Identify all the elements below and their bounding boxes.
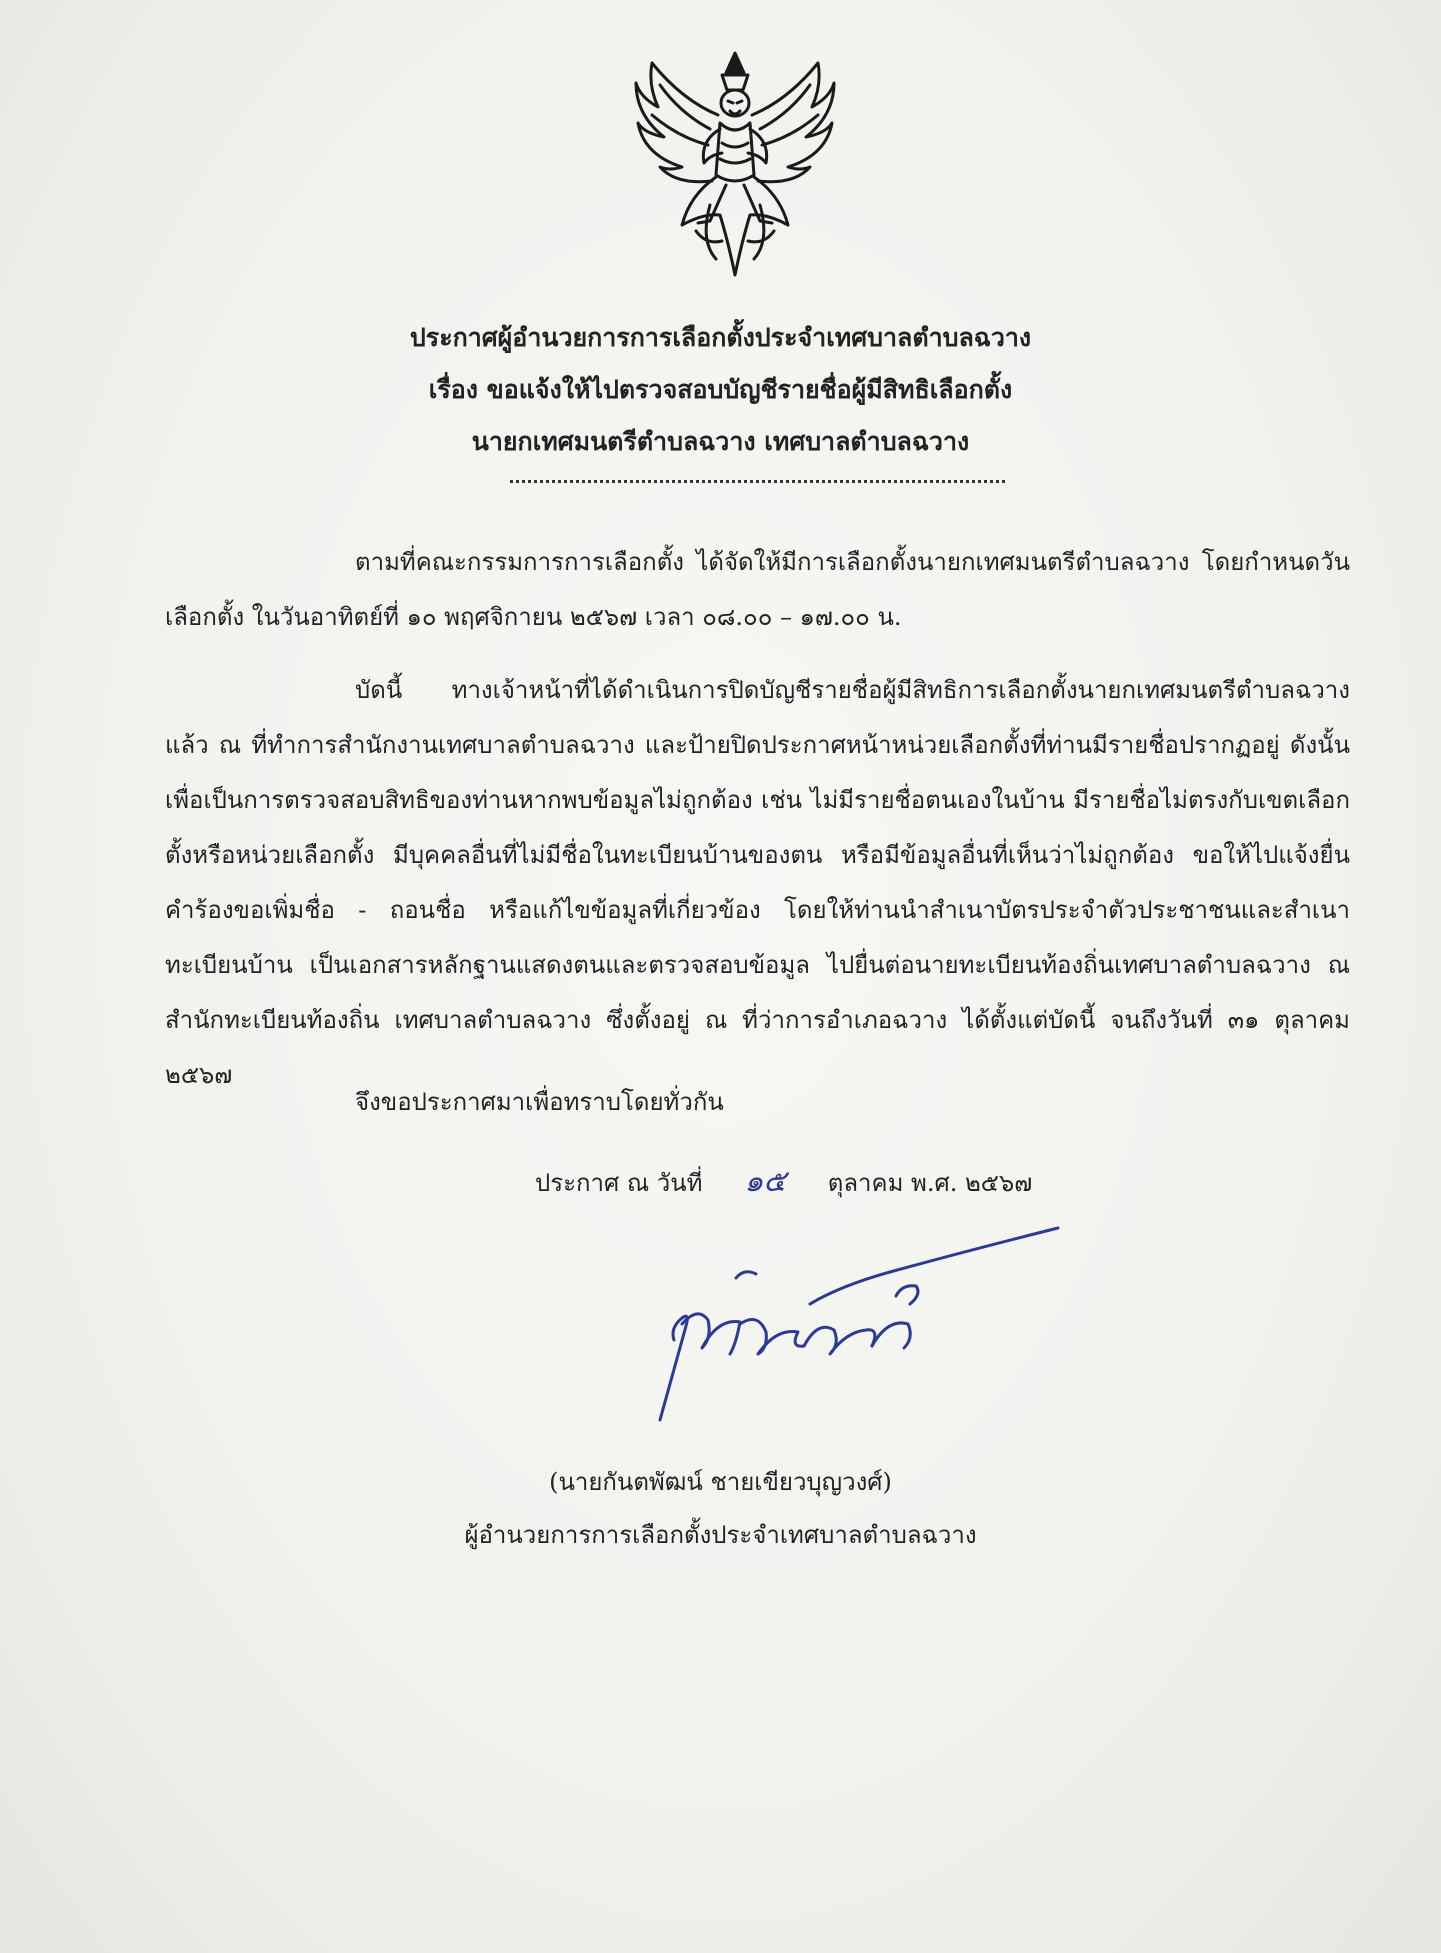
announcement-dateline <box>535 1158 1032 1205</box>
dateline-prefix: ประกาศ ณ วันที่ <box>535 1169 703 1197</box>
handwritten-signature <box>590 1220 1060 1430</box>
closing-statement: จึงขอประกาศมาเพื่อทราบโดยทั่วกัน <box>355 1088 724 1116</box>
dateline-suffix: ตุลาคม พ.ศ. ๒๕๖๗ <box>827 1169 1033 1197</box>
announcement-subject: เรื่อง ขอแจ้งให้ไปตรวจสอบบัญชีรายชื่อผู้มีสิทธิเลือกตั้ง <box>428 375 1013 404</box>
garuda-emblem-icon <box>630 45 840 285</box>
dotted-divider <box>510 480 1005 483</box>
signatory-title: ผู้อำนวยการการเลือกตั้งประจำเทศบาลตำบลฉวาง <box>464 1521 977 1549</box>
announcement-subtitle: นายกเทศมนตรีตำบลฉวาง เทศบาลตำบลฉวาง <box>471 427 970 456</box>
handwritten-day: ๑๕ <box>744 1164 786 1199</box>
body-paragraph-2: บัดนี้ ทางเจ้าหน้าที่ได้ดำเนินการปิดบัญชีรายชื่อผู้มีสิทธิการเลือกตั้งนายกเทศมนตรีตำบลฉวาง แล้ว ณ ที่ทำการสำนักงานเทศบาลตำบลฉวาง และป้ายปิดประกาศหน้าหน่วยเลือกตั้งที่ท่านมีรายชื่อปรากฏอยู่ ดังนั้น เพื่อเป็นการตรวจสอบสิทธิของท่านหากพบข้อมูลไม่ถูกต้อง เช่น ไม่มีรายชื่อตนเองในบ้าน มีรายชื่อไม่ตรงกับเขตเลือกตั้งหรือหน่วยเลือกตั้ง มีบุคคลอื่นที่ไม่มีชื่อในทะเบียนบ้านของตน หรือมีข้อมูลอื่นที่เห็นว่าไม่ถูกต้อง ขอให้ไปแจ้งยื่นคำร้องขอเพิ่มชื่อ - ถอนชื่อ หรือแก้ไขข้อมูลที่เกี่ยวข้อง โดยให้ท่านนำสำเนาบัตรประจำตัวประชาชนและสำเนาทะเบียนบ้าน เป็นเอกสารหลักฐานแสดงตนและตรวจสอบข้อมูล ไปยื่นต่อนายทะเบียนท้องถิ่นเทศบาลตำบลฉวาง ณ สำนักทะเบียนท้องถิ่น เทศบาลตำบลฉวาง ซึ่งตั้งอยู่ ณ ที่ว่าการอำเภอฉวาง ได้ตั้งแต่บัดนี้ จนถึงวันที่ ๓๑ ตุลาคม ๒๕๖๗ <box>165 676 1350 1089</box>
announcement-title: ประกาศผู้อำนวยการการเลือกตั้งประจำเทศบาลตำบลฉวาง <box>409 323 1032 352</box>
body-paragraph-1: ตามที่คณะกรรมการการเลือกตั้ง ได้จัดให้มีการเลือกตั้งนายกเทศมนตรีตำบลฉวาง โดยกำหนดวันเลือกตั้ง ในวันอาทิตย์ที่ ๑๐ พฤศจิกายน ๒๕๖๗ เวลา ๐๘.๐๐ – ๑๗.๐๐ น. <box>165 548 1350 631</box>
signatory-name: (นายกันตพัฒน์ ชายเขียวบุญวงศ์) <box>549 1468 892 1496</box>
